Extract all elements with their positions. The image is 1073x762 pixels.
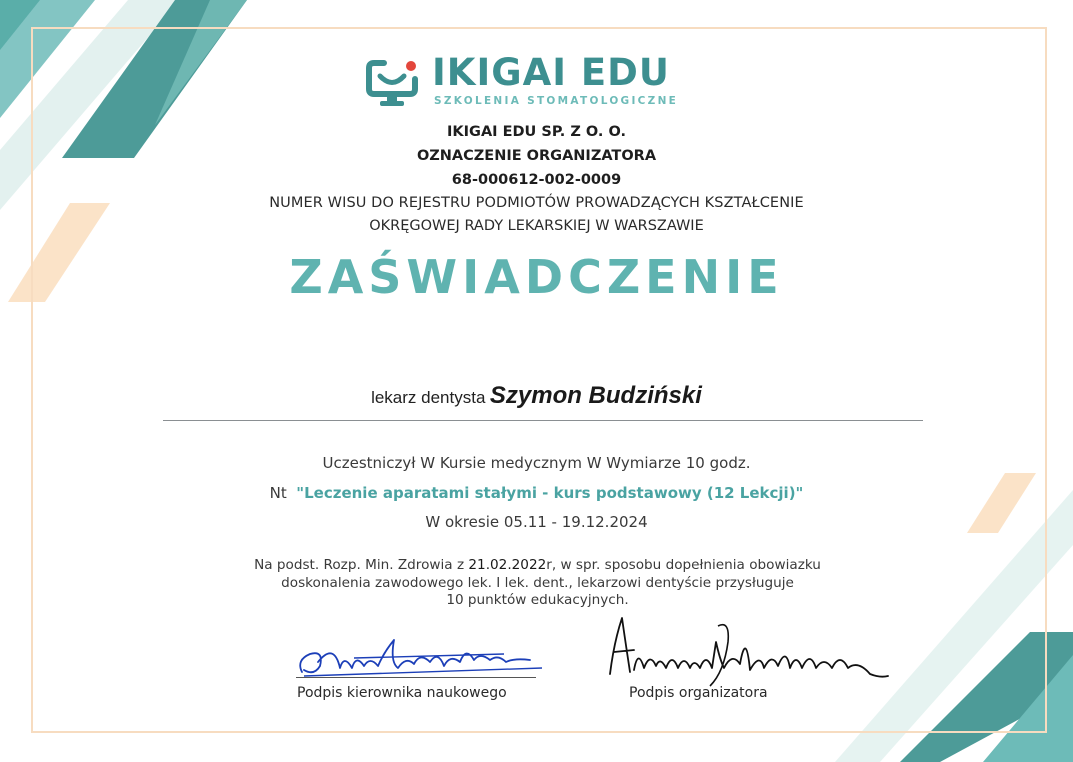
- recipient-underline: [163, 420, 923, 421]
- legal-line-2: doskonalenia zawodowego lek. I lek. dent., lekarzowi dentyście przysługuje: [281, 575, 794, 591]
- course-line: [0, 484, 1073, 502]
- organizer-number: 68-000612-002-0009: [451, 172, 622, 188]
- legal-line-1: [0, 557, 1073, 573]
- certificate-title: ZAŚWIADCZENIE: [289, 250, 784, 304]
- brand-name: IKIGAI EDU: [432, 51, 670, 94]
- recipient-name: Szymon Budziński: [489, 382, 702, 409]
- organizer-designation-label: OZNACZENIE ORGANIZATORA: [416, 148, 657, 164]
- course-title: "Leczenie aparatami stałymi - kurs podstawowy (12 Lekcji)": [296, 484, 804, 502]
- brand-tagline: SZKOLENIA STOMATOLOGICZNE: [434, 95, 679, 107]
- course-period: W okresie 05.11 - 19.12.2024: [425, 513, 648, 531]
- brand-logo: [366, 51, 706, 111]
- organizer-signature-label: Podpis organizatora: [629, 685, 768, 701]
- scientific-director-label: Podpis kierownika naukowego: [297, 685, 507, 701]
- scientific-director-signature: [294, 632, 544, 682]
- legal-date: 21.02.2022: [468, 557, 547, 573]
- registry-line-2: OKRĘGOWEJ RADY LEKARSKIEJ W WARSZAWIE: [369, 218, 704, 234]
- legal-line-1-start: Na podst. Rozp. Min. Zdrowia z: [254, 557, 469, 573]
- registry-line-1: NUMER WISU DO REJESTRU PODMIOTÓW PROWADZĄCYCH KSZTAŁCENIE: [269, 195, 804, 211]
- course-prefix: Nt: [269, 484, 287, 502]
- organizer-company: IKIGAI EDU SP. Z O. O.: [447, 124, 626, 140]
- monitor-smile-icon: [366, 59, 422, 109]
- organizer-signature: [600, 612, 890, 690]
- recipient-prefix: lekarz dentysta: [371, 388, 486, 407]
- legal-line-3: 10 punktów edukacyjnych.: [446, 592, 629, 608]
- legal-line-1-end: r, w spr. sposobu dopełnienia obowiazku: [546, 557, 821, 573]
- participation-text: Uczestniczył W Kursie medycznym W Wymiarze 10 godz.: [322, 454, 751, 472]
- recipient-line: [0, 382, 1073, 410]
- signature-line-left: [296, 677, 536, 678]
